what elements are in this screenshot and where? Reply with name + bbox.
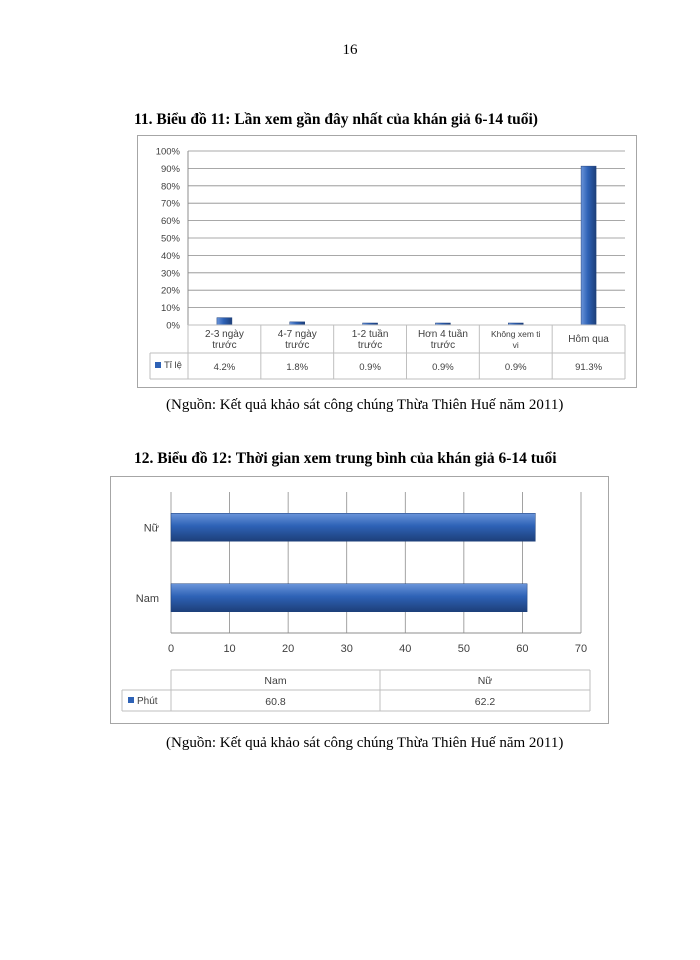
chart-12-source: (Nguồn: Kết quả khảo sát công chúng Thừa Thiên Huế năm 2011) (166, 735, 564, 751)
table-category-label: Nam (264, 675, 287, 687)
legend-key (128, 697, 134, 703)
x-category-label: trước (285, 340, 310, 351)
bar (171, 513, 535, 541)
chart-12-frame (110, 476, 609, 724)
data-table-value: 1.8% (286, 362, 309, 373)
chart-11-source: (Nguồn: Kết quả khảo sát công chúng Thừa Thiên Huế năm 2011) (166, 397, 564, 413)
data-table-value: 4.2% (213, 362, 236, 373)
x-category-label: vi (512, 340, 519, 350)
x-tick-label: 30 (340, 643, 353, 655)
y-tick-label: 0% (166, 320, 180, 332)
y-tick-label: 50% (160, 233, 180, 245)
x-tick-label: 20 (282, 643, 295, 655)
chart-11-last-viewing (138, 136, 636, 387)
legend-series-name: Tỉ lệ (164, 360, 182, 371)
bar (171, 584, 527, 612)
data-table-value: 0.9% (432, 362, 454, 373)
table-category-label: Nữ (477, 675, 493, 687)
x-category-label: 1-2 tuần (351, 329, 389, 340)
chart-11-frame (137, 135, 637, 388)
x-category-label: trước (357, 340, 383, 351)
x-tick-label: 70 (574, 643, 588, 655)
x-category-label: Không xem ti (490, 329, 541, 339)
x-tick-label: 10 (223, 643, 236, 655)
bar (217, 318, 232, 325)
x-category-label: 2-3 ngày (204, 329, 244, 340)
y-category-label: Nam (135, 592, 159, 605)
y-tick-label: 90% (160, 163, 180, 175)
x-category-label: trước (430, 340, 456, 351)
y-category-label: Nữ (143, 522, 159, 535)
y-tick-label: 100% (155, 146, 180, 158)
x-tick-label: 60 (516, 643, 529, 655)
y-tick-label: 70% (160, 198, 180, 210)
x-category-label: Hơn 4 tuần (417, 329, 468, 340)
y-tick-label: 40% (160, 250, 180, 262)
legend-key (155, 362, 161, 368)
y-tick-label: 80% (160, 181, 180, 193)
x-tick-label: 40 (399, 643, 412, 655)
data-table-value: 0.9% (504, 362, 527, 373)
chart-12-heading: 12. Biểu đồ 12: Thời gian xem trung bình của khán giả 6-14 tuổi (134, 450, 557, 467)
y-tick-label: 60% (160, 216, 180, 228)
page-number: 16 (342, 42, 358, 58)
y-tick-label: 10% (160, 303, 180, 315)
data-table-value: 60.8 (265, 696, 286, 708)
y-tick-label: 20% (160, 285, 180, 297)
data-table-value: 62.2 (474, 696, 496, 708)
data-table-value: 91.3% (575, 362, 603, 373)
data-table-value: 0.9% (359, 362, 381, 373)
x-tick-label: 50 (457, 643, 470, 655)
y-tick-label: 30% (160, 268, 180, 280)
x-category-label: Hôm qua (568, 334, 609, 345)
legend-series-name: Phút (137, 696, 158, 707)
x-category-label: 4-7 ngày (277, 329, 317, 340)
x-tick-label: 0 (167, 643, 175, 655)
bar (581, 166, 596, 325)
chart-11-heading: 11. Biểu đồ 11: Lần xem gần đây nhất của khán giả 6-14 tuổi) (134, 111, 538, 128)
chart-12-average-viewing-time (111, 477, 608, 723)
x-category-label: trước (212, 340, 237, 351)
